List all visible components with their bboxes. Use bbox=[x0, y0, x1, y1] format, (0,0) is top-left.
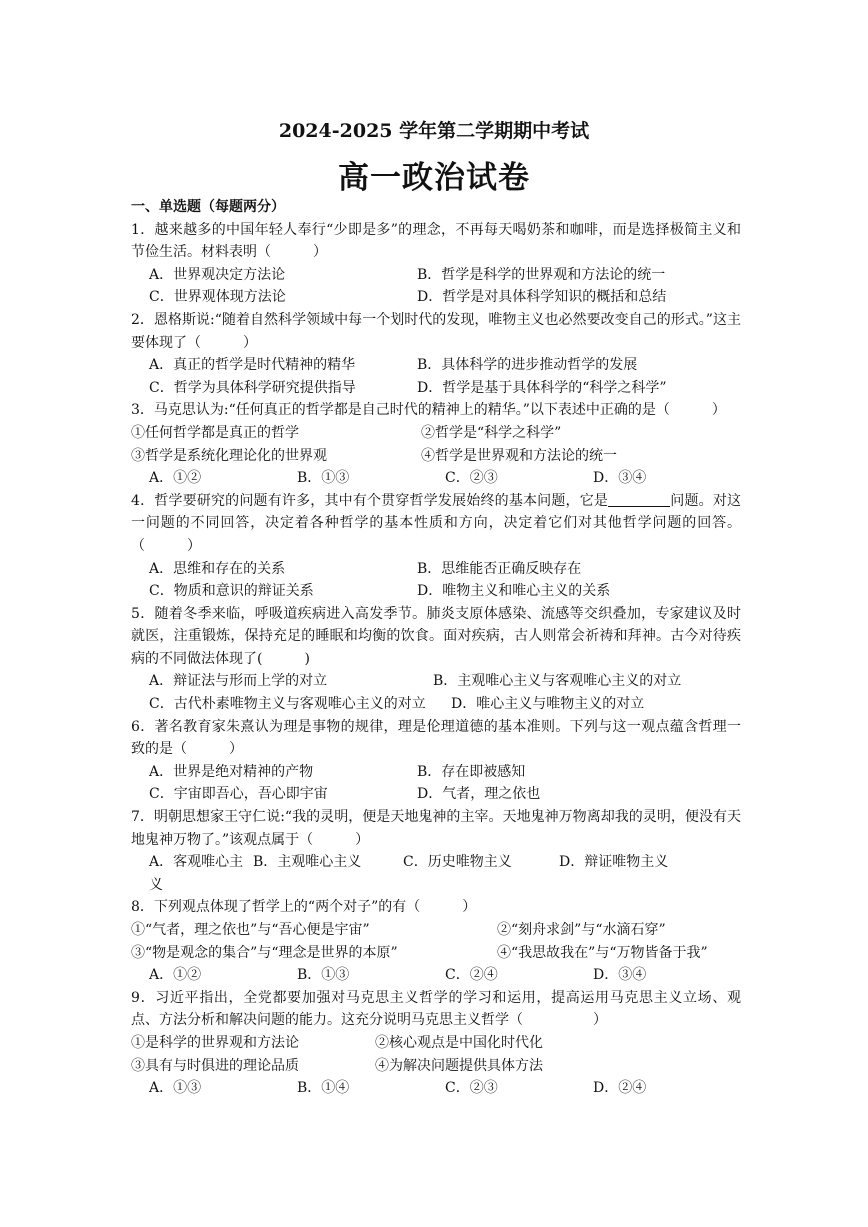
question-list bbox=[131, 196, 741, 1100]
question-9-stem: 9．习近平指出，全党都要加强对马克思主义哲学的学习和运用，提高运用马克思主义立场、观点、方法分析和解决问题的能力。这充分说明马克思主义哲学（ ） bbox=[131, 989, 741, 1029]
question-9-option-b[interactable]: B．①④ bbox=[297, 1080, 350, 1097]
question-7-option-a[interactable]: A．客观唯心主义 bbox=[149, 854, 244, 893]
question-9-options bbox=[131, 1077, 741, 1100]
question-3-option-b[interactable]: B．①③ bbox=[297, 470, 350, 487]
question-2-stem: 2．恩格斯说:“随着自然科学领域中每一个划时代的发现，唯物主义也必然要改变自己的形式。”这主要体现了（ ） bbox=[131, 311, 741, 351]
question-1-option-b[interactable]: B．哲学是科学的世界观和方法论的统一 bbox=[417, 266, 666, 283]
question-9-option-a[interactable]: A．①③ bbox=[149, 1080, 202, 1097]
question-9-statement-1: ①是科学的世界观和方法论 bbox=[131, 1034, 299, 1051]
question-8-statement-1: ①“气者，理之依也”与“吾心便是宇宙” bbox=[131, 922, 370, 938]
question-9-option-c[interactable]: C．②③ bbox=[445, 1080, 498, 1097]
question-2-option-c[interactable]: C．哲学为具体科学研究提供指导 bbox=[149, 379, 356, 396]
question-1-option-d[interactable]: D．哲学是对具体科学知识的概括和总结 bbox=[417, 289, 667, 306]
question-2-options-row2 bbox=[131, 377, 741, 400]
question-3-stem: 3．马克思认为:“任何真正的哲学都是自己时代的精神上的精华。”以下表述中正确的是（ ） bbox=[131, 402, 726, 419]
question-8-statements-row1 bbox=[131, 919, 741, 942]
exam-subtitle: 高一政治试卷 bbox=[338, 160, 530, 196]
question-9-statement-4: ④为解决问题提供具体方法 bbox=[375, 1057, 543, 1074]
question-7-option-b[interactable]: B．主观唯心主义 bbox=[253, 854, 362, 871]
question-8-statements-row2 bbox=[131, 942, 741, 965]
question-3-statement-3: ③哲学是系统化理论化的世界观 bbox=[131, 447, 327, 464]
question-4-stem-part2: 问题。对这一问题的不同回答，决定着各种哲学的基本性质和方向，决定着它们对其他哲学问题的回答。（ ） bbox=[131, 492, 742, 554]
question-2-options-row1 bbox=[131, 354, 741, 377]
question-8-option-a[interactable]: A．①② bbox=[149, 967, 202, 984]
question-4-option-a[interactable]: A．思维和存在的关系 bbox=[149, 560, 286, 577]
question-1-stem: 1．越来越多的中国年轻人奉行“少即是多”的理念，不再每天喝奶茶和咖啡，而是选择极简主义和节俭生活。材料表明（ ） bbox=[131, 221, 741, 261]
question-4-stem bbox=[131, 490, 741, 558]
question-3-statements-row1 bbox=[131, 422, 741, 445]
question-6-option-a[interactable]: A．世界是绝对精神的产物 bbox=[149, 763, 314, 780]
fill-in-blank[interactable] bbox=[608, 492, 670, 507]
question-9-statements-row1 bbox=[131, 1032, 741, 1055]
question-1-options-row2 bbox=[131, 286, 741, 309]
section-heading: 一、单选题（每题两分） bbox=[131, 199, 285, 215]
question-9-option-d[interactable]: D．②④ bbox=[593, 1080, 647, 1097]
question-5-option-b[interactable]: B．主观唯心主义与客观唯心主义的对立 bbox=[433, 673, 682, 690]
question-2-option-d[interactable]: D．哲学是基于具体科学的“科学之科学” bbox=[417, 379, 667, 396]
question-4-options-row1 bbox=[131, 558, 741, 581]
question-1-options-row1 bbox=[131, 264, 741, 287]
question-5-stem: 5．随着冬季来临，呼吸道疾病进入高发季节。肺炎支原体感染、流感等交织叠加，专家建议及时就医，注重锻炼，保持充足的睡眠和均衡的饮食。面对疾病，古人则常会祈祷和拜神。古今对待疾病的不同做法体现了( ) bbox=[131, 605, 741, 667]
question-8-option-b[interactable]: B．①③ bbox=[297, 967, 350, 984]
question-3-option-c[interactable]: C．②③ bbox=[445, 470, 498, 487]
question-9-statements-row2 bbox=[131, 1055, 741, 1078]
question-6-options-row2 bbox=[131, 783, 741, 806]
question-3-options bbox=[131, 467, 741, 490]
question-4-options-row2 bbox=[131, 580, 741, 603]
question-8-option-d[interactable]: D．③④ bbox=[593, 967, 647, 984]
question-3-statement-2: ②哲学是“科学之科学” bbox=[421, 424, 562, 441]
question-8-statement-3: ③“物是观念的集合”与“理念是世界的本原” bbox=[131, 944, 398, 961]
question-6-option-d[interactable]: D．气者，理之依也 bbox=[417, 786, 541, 803]
question-5-option-c[interactable]: C．古代朴素唯物主义与客观唯心主义的对立 bbox=[149, 696, 426, 713]
question-5-option-d[interactable]: D．唯心主义与唯物主义的对立 bbox=[451, 696, 645, 713]
question-3-statement-1: ①任何哲学都是真正的哲学 bbox=[131, 424, 299, 441]
question-7-options bbox=[131, 851, 741, 896]
question-8-statement-4: ④“我思故我在”与“万物皆备于我” bbox=[497, 944, 708, 961]
question-5-option-a[interactable]: A．辩证法与形而上学的对立 bbox=[149, 673, 328, 690]
question-8-options bbox=[131, 964, 741, 987]
question-5-options-row1 bbox=[131, 670, 741, 693]
question-7-option-c[interactable]: C．历史唯物主义 bbox=[403, 854, 512, 871]
question-8-statement-2: ②“刻舟求剑”与“水滴石穿” bbox=[497, 922, 666, 938]
question-6-option-b[interactable]: B．存在即被感知 bbox=[417, 763, 526, 780]
question-4-option-c[interactable]: C．物质和意识的辩证关系 bbox=[149, 583, 314, 600]
question-2-option-a[interactable]: A．真正的哲学是时代精神的精华 bbox=[149, 357, 356, 374]
question-7-stem: 7．明朝思想家王守仁说:“我的灵明，便是天地鬼神的主宰。天地鬼神万物离却我的灵明，便没有天地鬼神万物了。”该观点属于（ ） bbox=[131, 809, 741, 848]
question-3-statement-4: ④哲学是世界观和方法论的统一 bbox=[421, 447, 617, 464]
question-6-stem: 6．著名教育家朱熹认为理是事物的规律，理是伦理道德的基本准则。下列与这一观点蕴含哲理一致的是（ ） bbox=[131, 718, 741, 758]
question-6-option-c[interactable]: C．宇宙即吾心，吾心即宇宙 bbox=[149, 786, 328, 803]
question-4-option-b[interactable]: B．思维能否正确反映存在 bbox=[417, 560, 582, 577]
question-3-statements-row2 bbox=[131, 445, 741, 468]
question-3-option-d[interactable]: D．③④ bbox=[593, 470, 647, 487]
question-8-stem: 8．下列观点体现了哲学上的“两个对子”的有（ ） bbox=[131, 899, 477, 916]
question-1-option-c[interactable]: C．世界观体现方法论 bbox=[149, 289, 286, 306]
question-9-statement-3: ③具有与时俱进的理论品质 bbox=[131, 1057, 299, 1074]
question-9-statement-2: ②核心观点是中国化时代化 bbox=[375, 1034, 543, 1051]
question-4-stem-part1: 4．哲学要研究的问题有许多，其中有个贯穿哲学发展始终的基本问题，它是 bbox=[131, 492, 609, 509]
question-7-option-d[interactable]: D．辩证唯物主义 bbox=[559, 854, 669, 871]
question-3-option-a[interactable]: A．①② bbox=[149, 470, 202, 487]
question-8-option-c[interactable]: C．②④ bbox=[445, 967, 498, 984]
question-2-option-b[interactable]: B．具体科学的进步推动哲学的发展 bbox=[417, 357, 638, 374]
question-5-options-row2 bbox=[131, 693, 741, 716]
question-6-options-row1 bbox=[131, 761, 741, 784]
question-1-option-a[interactable]: A．世界观决定方法论 bbox=[149, 266, 286, 283]
exam-title: 2024-2025 学年第二学期期中考试 bbox=[278, 120, 590, 142]
question-4-option-d[interactable]: D．唯物主义和唯心主义的关系 bbox=[417, 583, 611, 600]
